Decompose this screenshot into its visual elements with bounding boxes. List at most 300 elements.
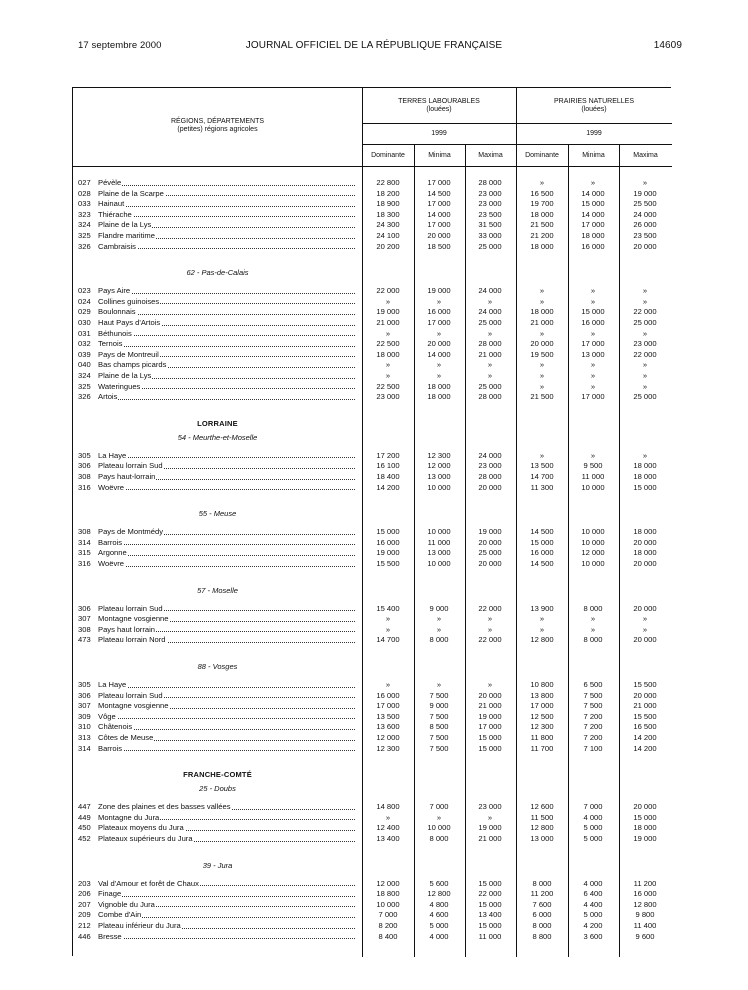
value-cell: »: [642, 328, 648, 338]
value-cell: 8 000: [583, 635, 603, 645]
value-cell: 15 000: [478, 899, 502, 909]
value-cell: 16 500: [633, 722, 657, 732]
region-name-text: Vignoble du Jura: [98, 899, 155, 909]
region-code: 305: [78, 680, 91, 689]
value-cell: 8 000: [583, 603, 603, 613]
value-cell: 7 500: [429, 743, 449, 753]
value-cell: 21 200: [530, 231, 554, 240]
value-cell: 18 000: [633, 527, 657, 537]
value-cell: 19 000: [376, 307, 400, 317]
value-cell: 20 000: [633, 635, 657, 645]
table-row: [73, 691, 672, 702]
value-cell: 8 000: [429, 635, 449, 645]
region-name: [98, 461, 357, 472]
region-code: 308: [78, 527, 91, 537]
journal-title: JOURNAL OFFICIEL DE LA RÉPUBLIQUE FRANÇAISE: [245, 40, 503, 51]
value-cell: 22 000: [633, 349, 657, 359]
table-row: [73, 802, 672, 813]
region-name: [98, 712, 357, 723]
table-row: [73, 483, 672, 494]
region-name-text: Finage: [98, 889, 122, 899]
value-cell: 18 000: [530, 307, 554, 317]
department-heading: 54 - Meurthe-et-Moselle: [177, 432, 258, 442]
value-cell: 10 000: [427, 823, 451, 833]
table-row: [73, 921, 672, 932]
subheader-maxima: Maxima: [633, 152, 658, 159]
value-cell: 13 900: [530, 603, 554, 613]
value-cell: 20 000: [478, 537, 502, 547]
value-cell: 21 500: [530, 392, 554, 402]
region-name-text: Pays Aire: [98, 286, 131, 296]
table-row: [73, 318, 672, 329]
value-cell: 19 000: [478, 527, 502, 537]
value-cell: 22 800: [376, 178, 400, 187]
table-row: [73, 451, 672, 462]
value-cell: 28 000: [478, 339, 502, 349]
table-row: [73, 538, 672, 549]
value-cell: »: [642, 371, 648, 380]
value-cell: 10 000: [427, 559, 451, 568]
region-code: 032: [78, 339, 91, 349]
value-cell: 16 000: [376, 537, 400, 547]
value-cell: »: [590, 296, 596, 306]
region-code: 316: [78, 559, 91, 568]
value-cell: 16 000: [581, 318, 605, 327]
value-cell: 6 000: [532, 910, 552, 920]
value-cell: 25 000: [478, 381, 502, 391]
value-cell: »: [539, 614, 545, 624]
value-cell: 11 700: [530, 743, 554, 753]
region-code: 207: [78, 899, 91, 909]
value-cell: 17 200: [376, 450, 400, 460]
table-row: [73, 350, 672, 361]
value-cell: 14 000: [581, 209, 605, 219]
value-cell: 6 500: [583, 680, 603, 689]
value-cell: 23 000: [478, 199, 502, 209]
value-cell: »: [642, 614, 648, 624]
value-cell: 13 500: [376, 711, 400, 721]
value-cell: 7 500: [429, 690, 449, 700]
year-label: 1999: [586, 130, 602, 137]
region-name: [98, 733, 357, 744]
region-name-text: Zone des plaines et des basses vallées: [98, 802, 231, 812]
value-cell: »: [385, 624, 391, 634]
region-name: [98, 538, 357, 549]
value-cell: »: [590, 360, 596, 370]
department-heading: 57 - Moselle: [197, 585, 238, 595]
value-cell: »: [642, 381, 648, 391]
table-row: [73, 889, 672, 900]
value-cell: 25 000: [478, 241, 502, 251]
value-cell: 10 000: [427, 527, 451, 537]
table-row: [73, 371, 672, 382]
table-row: [73, 527, 672, 538]
table-row: [73, 199, 672, 210]
value-cell: 15 000: [633, 812, 657, 822]
value-cell: »: [487, 296, 493, 306]
rule-group-head: [362, 123, 672, 124]
value-cell: 5 600: [429, 878, 449, 888]
region-name: [98, 189, 357, 200]
regions-column-header: [73, 118, 362, 134]
value-cell: »: [590, 286, 596, 296]
value-cell: 20 000: [478, 559, 502, 568]
table-row: [73, 635, 672, 646]
region-name: [98, 614, 357, 625]
value-cell: 28 000: [478, 472, 502, 481]
value-cell: 5 000: [583, 834, 603, 843]
region-code: 029: [78, 307, 91, 317]
region-name-text: Plaine de la Lys: [98, 371, 152, 380]
table-row: [73, 625, 672, 636]
value-cell: »: [436, 624, 442, 634]
value-cell: 3 600: [583, 931, 603, 941]
value-cell: »: [539, 360, 545, 370]
value-cell: 4 600: [429, 910, 449, 920]
value-cell: »: [487, 812, 493, 822]
value-cell: 9 000: [429, 603, 449, 613]
region-name-text: Béthunois: [98, 328, 132, 338]
value-cell: 14 200: [633, 733, 657, 742]
region-name: [98, 889, 357, 900]
value-cell: 5 000: [583, 823, 603, 833]
value-cell: 21 000: [376, 318, 400, 327]
rule-header-bottom: [73, 166, 672, 167]
region-name: [98, 548, 357, 559]
value-cell: 16 000: [376, 690, 400, 700]
region-name: [98, 329, 357, 340]
region-name-text: Barrois: [98, 537, 123, 547]
region-code: 308: [78, 624, 91, 634]
value-cell: 21 000: [530, 318, 554, 327]
value-cell: 26 000: [633, 220, 657, 230]
regions-header-line1: RÉGIONS, DÉPARTEMENTS: [170, 118, 265, 125]
value-cell: 11 000: [581, 472, 605, 481]
value-cell: 17 000: [581, 392, 605, 402]
value-cell: 14 700: [530, 472, 554, 481]
region-name: [98, 360, 357, 371]
region-name: [98, 339, 357, 350]
value-cell: 22 500: [376, 339, 400, 349]
value-cell: 15 000: [633, 482, 657, 492]
table-row: [73, 339, 672, 350]
value-cell: »: [385, 296, 391, 306]
value-cell: 4 000: [583, 812, 603, 822]
value-cell: 24 000: [633, 209, 657, 219]
value-cell: 13 000: [581, 349, 605, 359]
value-cell: 22 000: [478, 635, 502, 645]
region-name-text: Plateau lorrain Nord: [98, 635, 166, 645]
region-name: [98, 932, 357, 943]
region-name-text: Plaine de la Scarpe: [98, 188, 164, 198]
region-name: [98, 635, 357, 646]
group2-title: PRAIRIES NATURELLES: [553, 98, 634, 105]
table-row: [73, 701, 672, 712]
region-code: 308: [78, 472, 91, 481]
value-cell: 19 000: [427, 286, 451, 296]
value-cell: 33 000: [478, 231, 502, 240]
value-cell: 23 000: [376, 392, 400, 402]
value-cell: 12 000: [581, 548, 605, 558]
region-name-text: Haut Pays d'Artois: [98, 318, 161, 327]
region-name: [98, 802, 357, 813]
value-cell: 15 400: [376, 603, 400, 613]
value-cell: 12 800: [530, 635, 554, 645]
rule-year: [362, 144, 672, 145]
value-cell: 7 000: [583, 802, 603, 812]
value-cell: 13 000: [427, 472, 451, 481]
value-cell: 24 000: [478, 450, 502, 460]
value-cell: 14 200: [633, 743, 657, 753]
subheader-dominante: Dominante: [371, 152, 405, 159]
value-cell: 13 500: [530, 461, 554, 471]
region-code: 209: [78, 910, 91, 920]
table-row: [73, 242, 672, 253]
value-cell: 16 000: [530, 548, 554, 558]
region-name-text: Val d'Amour et forêt de Chaux: [98, 878, 199, 888]
value-cell: 11 300: [530, 482, 554, 492]
value-cell: 15 000: [376, 527, 400, 537]
value-cell: 4 800: [429, 899, 449, 909]
value-cell: 12 800: [427, 889, 451, 899]
value-cell: 18 000: [633, 548, 657, 558]
value-cell: 8 400: [378, 931, 398, 941]
value-cell: 18 000: [427, 381, 451, 391]
region-name-text: Montagne du Jura: [98, 812, 160, 822]
value-cell: 18 000: [633, 823, 657, 833]
value-cell: »: [487, 614, 493, 624]
region-name: [98, 604, 357, 615]
value-cell: 17 000: [581, 339, 605, 349]
value-cell: »: [539, 371, 545, 380]
value-cell: »: [539, 178, 545, 187]
value-cell: 17 000: [427, 318, 451, 327]
value-cell: »: [385, 680, 391, 689]
region-name-text: Wateringues: [98, 381, 141, 391]
value-cell: 20 000: [427, 339, 451, 349]
region-name: [98, 527, 357, 538]
value-cell: 8 800: [532, 931, 552, 941]
region-name: [98, 178, 357, 189]
table-row: [73, 813, 672, 824]
value-cell: 19 000: [633, 834, 657, 843]
region-name-text: Boulonnais: [98, 307, 136, 317]
value-cell: 25 000: [633, 318, 657, 327]
value-cell: 9 800: [635, 910, 655, 920]
value-cell: »: [590, 450, 596, 460]
region-name-text: Plaine de la Lys: [98, 220, 152, 230]
table-row: [73, 360, 672, 371]
region-name: [98, 834, 357, 845]
subheader-dominante: Dominante: [525, 152, 559, 159]
region-name-text: Hainaut: [98, 199, 125, 209]
department-heading: 25 - Doubs: [199, 784, 236, 794]
value-cell: 18 900: [376, 199, 400, 209]
value-cell: 15 500: [633, 680, 657, 689]
value-cell: 12 000: [427, 461, 451, 471]
value-cell: 21 000: [478, 834, 502, 843]
value-cell: 9 600: [635, 931, 655, 941]
table-row: [73, 733, 672, 744]
value-cell: 20 000: [633, 802, 657, 812]
value-cell: 17 000: [581, 220, 605, 230]
value-cell: 14 800: [376, 802, 400, 812]
price-table: [72, 87, 671, 956]
value-cell: 15 500: [633, 711, 657, 721]
region-code: 325: [78, 381, 91, 391]
region-name-text: Plateaux moyens du Jura: [98, 823, 184, 833]
region-code: 030: [78, 318, 91, 327]
department-heading: 55 - Meuse: [198, 509, 237, 519]
region-code: 324: [78, 371, 91, 380]
group-terres-labourables: [362, 98, 516, 114]
value-cell: »: [385, 371, 391, 380]
region-name-text: Vôge: [98, 711, 116, 721]
region-name-text: Plateau inférieur du Jura: [98, 921, 181, 930]
region-name: [98, 371, 357, 382]
table-row: [73, 879, 672, 890]
region-code: 305: [78, 450, 91, 460]
value-cell: 12 800: [530, 823, 554, 833]
table-row: [73, 231, 672, 242]
value-cell: »: [590, 624, 596, 634]
value-cell: »: [539, 328, 545, 338]
value-cell: »: [487, 360, 493, 370]
value-cell: 15 000: [478, 743, 502, 753]
value-cell: 22 000: [478, 603, 502, 613]
table-row: [73, 744, 672, 755]
value-cell: 14 500: [530, 559, 554, 568]
value-cell: 20 000: [530, 339, 554, 349]
region-name-text: Bas champs picards: [98, 360, 167, 370]
region-name-text: Argonne: [98, 548, 127, 558]
value-cell: 15 000: [581, 307, 605, 317]
value-cell: 18 000: [376, 349, 400, 359]
region-name-text: La Haye: [98, 680, 127, 689]
region-code: 306: [78, 461, 91, 471]
table-row: [73, 823, 672, 834]
region-code: 473: [78, 635, 91, 645]
regions-header-line2: (petites) régions agricoles: [177, 126, 258, 133]
value-cell: »: [487, 328, 493, 338]
value-cell: 19 500: [530, 349, 554, 359]
value-cell: »: [590, 614, 596, 624]
region-name-text: Collines guinoises: [98, 296, 160, 306]
region-name: [98, 231, 357, 242]
value-cell: »: [539, 450, 545, 460]
region-heading: FRANCHE-COMTÉ: [183, 770, 252, 780]
value-cell: 17 000: [530, 701, 554, 711]
department-heading: 39 - Jura: [202, 860, 233, 870]
value-cell: 16 500: [530, 188, 554, 198]
value-cell: »: [436, 360, 442, 370]
region-code: 033: [78, 199, 91, 209]
value-cell: 13 400: [376, 834, 400, 843]
value-cell: 22 000: [376, 286, 400, 296]
value-cell: 18 000: [427, 392, 451, 402]
table-row: [73, 834, 672, 845]
value-cell: 16 000: [581, 241, 605, 251]
value-cell: »: [436, 371, 442, 380]
region-code: 326: [78, 241, 91, 251]
value-cell: 7 000: [429, 802, 449, 812]
value-cell: 25 000: [633, 392, 657, 402]
value-cell: 7 500: [429, 711, 449, 721]
value-cell: »: [436, 328, 442, 338]
table-row: [73, 680, 672, 691]
value-cell: 9 000: [429, 701, 449, 711]
value-cell: 10 000: [427, 482, 451, 492]
value-cell: »: [539, 286, 545, 296]
value-cell: 10 000: [581, 559, 605, 568]
region-code: 040: [78, 360, 91, 370]
region-code: 203: [78, 878, 91, 888]
region-name: [98, 680, 357, 691]
region-code: 027: [78, 178, 91, 187]
value-cell: 20 000: [427, 231, 451, 240]
value-cell: 7 600: [532, 899, 552, 909]
value-cell: 15 000: [478, 733, 502, 742]
value-cell: 10 000: [581, 482, 605, 492]
value-cell: 11 000: [478, 931, 502, 941]
value-cell: 19 700: [530, 199, 554, 209]
value-cell: 19 000: [478, 711, 502, 721]
value-cell: 23 000: [478, 461, 502, 471]
value-cell: 25 000: [478, 318, 502, 327]
table-row: [73, 189, 672, 200]
region-name: [98, 921, 357, 932]
table-row: [73, 297, 672, 308]
value-cell: 16 100: [376, 461, 400, 471]
value-cell: 12 000: [376, 878, 400, 888]
value-cell: »: [642, 450, 648, 460]
region-name: [98, 744, 357, 755]
region-code: 313: [78, 733, 91, 742]
value-cell: 12 800: [633, 899, 657, 909]
region-name-text: Combe d'Ain: [98, 910, 142, 920]
value-cell: 14 700: [376, 635, 400, 645]
value-cell: 23 000: [633, 339, 657, 349]
region-name-text: Cambraisis: [98, 241, 136, 251]
value-cell: 20 000: [478, 482, 502, 492]
region-name-text: Bresse: [98, 931, 122, 941]
subheader-minima: Minima: [582, 152, 605, 159]
value-cell: 8 000: [429, 834, 449, 843]
region-code: 031: [78, 328, 91, 338]
table-row: [73, 178, 672, 189]
value-cell: »: [385, 812, 391, 822]
region-heading: LORRAINE: [197, 418, 238, 428]
department-heading: 62 - Pas-de-Calais: [186, 268, 249, 278]
value-cell: 13 600: [376, 722, 400, 732]
value-cell: 23 000: [478, 188, 502, 198]
region-code: 039: [78, 349, 91, 359]
value-cell: »: [436, 680, 442, 689]
value-cell: 4 200: [583, 921, 603, 930]
value-cell: 14 500: [427, 188, 451, 198]
value-cell: 22 500: [376, 381, 400, 391]
value-cell: 19 000: [376, 548, 400, 558]
value-cell: 24 300: [376, 220, 400, 230]
table-row: [73, 932, 672, 943]
group2-subtitle: (louées): [581, 106, 607, 113]
region-code: 306: [78, 603, 91, 613]
region-name: [98, 350, 357, 361]
value-cell: »: [539, 624, 545, 634]
region-code: 325: [78, 231, 91, 240]
value-cell: 10 000: [581, 537, 605, 547]
value-cell: 18 400: [376, 472, 400, 481]
